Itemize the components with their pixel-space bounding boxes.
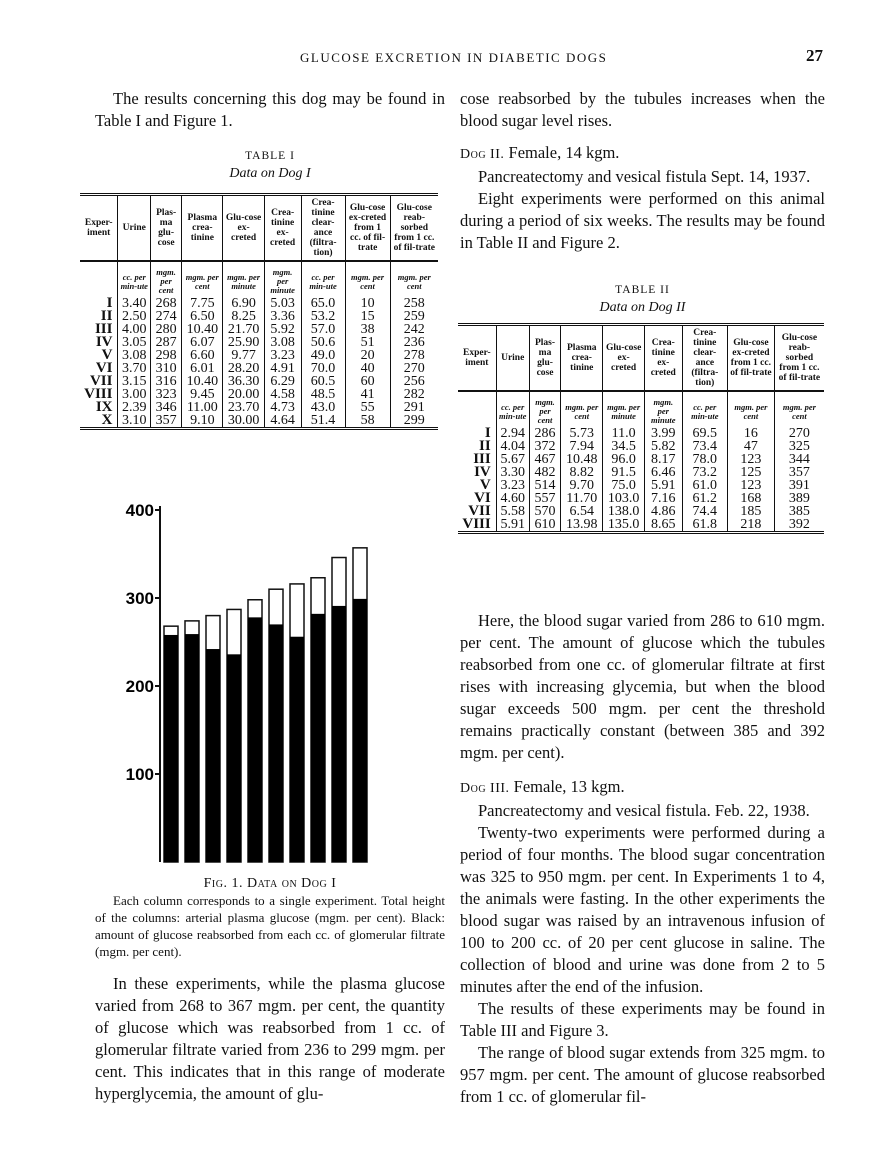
bar-reabsorbed	[311, 614, 325, 862]
column-header: Crea-tinine clear-ance (filtra-tion)	[682, 325, 727, 392]
table-cell: 51	[345, 336, 390, 349]
table-cell: 3.00	[118, 388, 151, 401]
column-header: Glu-cose ex-creted from 1 cc. of fil-trate	[345, 195, 390, 262]
right-p4: Here, the blood sugar varied from 286 to 610 mgm. per cent. The amount of glucose which the tubules reabsorbed from one cc. of glomerular filtrate at first rises with increasing glycemia, but when the blood sugar exceeds 500 mgm. per cent the threshold remains practically constant (between 385 and 392 mgm. per cent).	[460, 611, 825, 762]
table-cell: 3.15	[118, 375, 151, 388]
table-cell: 2.94	[496, 427, 529, 440]
figure1-caption-text: Each column corresponds to a single experiment. Total height of the columns: arterial plasma glucose (mgm. per cent). Black: amount of glucose reabsorbed from each cc. of glomerular filtrate (mgm. per cent).	[95, 893, 445, 959]
table-cell: 280	[151, 323, 182, 336]
table-cell: 125	[728, 466, 775, 479]
bar-reabsorbed	[185, 634, 199, 862]
column-header: Exper-iment	[458, 325, 496, 392]
table-cell: 7.16	[645, 492, 683, 505]
table-cell: 21.70	[223, 323, 264, 336]
table-cell: 218	[728, 518, 775, 533]
table-cell: 73.2	[682, 466, 727, 479]
table-cell: 5.91	[496, 518, 529, 533]
page-number: 27	[806, 46, 823, 65]
table-cell: 7.75	[182, 297, 223, 310]
table-header-row	[458, 325, 824, 392]
dog3-label: Dog III.	[460, 781, 510, 796]
table-cell: 4.91	[264, 362, 301, 375]
unit-cell: cc. per min-ute	[118, 261, 151, 297]
table-cell: 310	[151, 362, 182, 375]
table-cell: 11.0	[603, 427, 645, 440]
table-cell: 69.5	[682, 427, 727, 440]
table-cell: 6.07	[182, 336, 223, 349]
unit-cell: cc. per min-ute	[682, 391, 727, 427]
table-cell: IV	[474, 464, 491, 480]
running-title: GLUCOSE EXCRETION IN DIABETIC DOGS	[300, 50, 608, 65]
table-cell: VI	[474, 490, 491, 506]
bar-reabsorbed	[332, 606, 346, 862]
column-header: Glu-cose ex-creted	[603, 325, 645, 392]
intro-paragraph: The results concerning this dog may be found in Table I and Figure 1.	[95, 89, 445, 130]
table-cell: 10.40	[182, 375, 223, 388]
table2-title: Data on Dog II	[599, 300, 686, 315]
table-cell: 357	[774, 466, 824, 479]
table-cell: 4.00	[118, 323, 151, 336]
table-cell: 6.50	[182, 310, 223, 323]
table-cell: 270	[390, 362, 438, 375]
table1-label: TABLE I	[245, 150, 295, 162]
table-cell: 15	[345, 310, 390, 323]
table-cell: 61.2	[682, 492, 727, 505]
unit-cell: mgm. per cent	[529, 391, 561, 427]
table-cell: 123	[728, 453, 775, 466]
table-cell: IV	[95, 334, 113, 350]
bar-reabsorbed	[227, 654, 241, 862]
table-cell: 13.98	[561, 518, 603, 533]
table-cell: 11.70	[561, 492, 603, 505]
table-cell: X	[101, 412, 113, 428]
table-cell: 103.0	[603, 492, 645, 505]
table-cell: VIII	[462, 516, 491, 532]
table-cell: 259	[390, 310, 438, 323]
unit-cell: mgm. per cent	[182, 261, 223, 297]
table-cell: III	[473, 451, 491, 467]
dog2-label: Dog II.	[460, 147, 505, 162]
table-cell: I	[106, 295, 113, 311]
column-header: Plasma crea-tinine	[561, 325, 603, 392]
unit-cell: mgm. per cent	[390, 261, 438, 297]
table-cell: 258	[390, 297, 438, 310]
y-tick-label: 400	[125, 501, 154, 520]
table-cell: 3.99	[645, 427, 683, 440]
table-cell: 65.0	[301, 297, 345, 310]
table-cell: 41	[345, 388, 390, 401]
table-cell: 9.45	[182, 388, 223, 401]
table-cell: 570	[529, 505, 561, 518]
table-cell: 299	[390, 414, 438, 429]
table-cell: 385	[774, 505, 824, 518]
table-cell: III	[94, 321, 113, 337]
table-cell: 10.40	[182, 323, 223, 336]
table-cell: 48.5	[301, 388, 345, 401]
bar-reabsorbed	[206, 649, 220, 862]
table-cell: 96.0	[603, 453, 645, 466]
table-cell: II	[100, 308, 113, 324]
table-cell: 4.60	[496, 492, 529, 505]
table-cell: 3.36	[264, 310, 301, 323]
bar-reabsorbed	[353, 599, 367, 862]
table-cell: 346	[151, 401, 182, 414]
table-cell: 36.30	[223, 375, 264, 388]
table-cell: 58	[345, 414, 390, 429]
table-cell: 6.46	[645, 466, 683, 479]
right-p3: Eight experiments were performed on this animal during a period of six weeks. The results may be found in Table II and Figure 2.	[460, 189, 825, 252]
table-cell: 75.0	[603, 479, 645, 492]
column-header: Crea-tinine ex-creted	[264, 195, 301, 262]
table-row	[458, 518, 824, 533]
column-header: Plas-ma glu-cose	[529, 325, 561, 392]
table-cell: 123	[728, 479, 775, 492]
table-cell: 30.00	[223, 414, 264, 429]
table-cell: 73.4	[682, 440, 727, 453]
table-cell: 236	[390, 336, 438, 349]
y-tick-label: 300	[125, 589, 154, 608]
table-cell: 8.25	[223, 310, 264, 323]
table-cell: 3.23	[496, 479, 529, 492]
unit-cell	[80, 261, 118, 297]
unit-cell: mgm. per cent	[728, 391, 775, 427]
unit-cell: mgm. per minute	[603, 391, 645, 427]
table-cell: 274	[151, 310, 182, 323]
dog3-desc: Female, 13 kgm.	[509, 777, 625, 796]
column-header: Plasma crea-tinine	[182, 195, 223, 262]
table-cell: 6.60	[182, 349, 223, 362]
table-cell: 6.90	[223, 297, 264, 310]
table-cell: 5.03	[264, 297, 301, 310]
unit-cell	[458, 391, 496, 427]
column-header: Crea-tinine ex-creted	[645, 325, 683, 392]
table-cell: 6.54	[561, 505, 603, 518]
table-cell: 4.64	[264, 414, 301, 429]
bar-reabsorbed	[269, 624, 283, 862]
table-cell: 5.67	[496, 453, 529, 466]
table-cell: 291	[390, 401, 438, 414]
table-cell: 3.05	[118, 336, 151, 349]
y-tick-label: 100	[125, 765, 154, 784]
table-cell: 5.91	[645, 479, 683, 492]
table-cell: 74.4	[682, 505, 727, 518]
table-cell: 268	[151, 297, 182, 310]
table-cell: 5.73	[561, 427, 603, 440]
right-p1: cose reabsorbed by the tubules increases when the blood sugar level rises.	[460, 89, 825, 130]
table-cell: 5.92	[264, 323, 301, 336]
table-cell: I	[484, 425, 491, 441]
right-column	[460, 88, 825, 254]
table-cell: IX	[95, 399, 113, 415]
table-header-row	[80, 195, 438, 262]
table-cell: 344	[774, 453, 824, 466]
column-header: Crea-tinine clear-ance (filtra-tion)	[301, 195, 345, 262]
column-header: Urine	[118, 195, 151, 262]
table-cell: 8.65	[645, 518, 683, 533]
table-row	[80, 414, 438, 429]
table-cell: 4.86	[645, 505, 683, 518]
column-header: Plas-ma glu-cose	[151, 195, 182, 262]
column-header: Glu-cose reab-sorbed from 1 cc. of fil-trate	[390, 195, 438, 262]
table-cell: 256	[390, 375, 438, 388]
table-cell: 60.5	[301, 375, 345, 388]
table-cell: 325	[774, 440, 824, 453]
table-cell: 20.00	[223, 388, 264, 401]
table-cell: 78.0	[682, 453, 727, 466]
table-cell: II	[479, 438, 491, 454]
table-cell: 135.0	[603, 518, 645, 533]
table-cell: 8.17	[645, 453, 683, 466]
table-cell: V	[479, 477, 491, 493]
table-cell: 11.00	[182, 401, 223, 414]
table-cell: 4.73	[264, 401, 301, 414]
table-cell: 51.4	[301, 414, 345, 429]
table-cell: 278	[390, 349, 438, 362]
table-cell: 298	[151, 349, 182, 362]
table-cell: 50.6	[301, 336, 345, 349]
table-cell: 49.0	[301, 349, 345, 362]
table-cell: 47	[728, 440, 775, 453]
dog2-desc: Female, 14 kgm.	[504, 143, 620, 162]
bar-reabsorbed	[290, 637, 304, 862]
table-cell: 25.90	[223, 336, 264, 349]
table-cell: VIII	[84, 386, 113, 402]
unit-cell: mgm. per cent	[774, 391, 824, 427]
table2-label: TABLE II	[615, 284, 670, 296]
table-cell: 389	[774, 492, 824, 505]
table-cell: 61.8	[682, 518, 727, 533]
table-cell: 4.04	[496, 440, 529, 453]
table-cell: 6.29	[264, 375, 301, 388]
table-cell: 316	[151, 375, 182, 388]
unit-cell: mgm. per cent	[345, 261, 390, 297]
table-cell: 9.70	[561, 479, 603, 492]
bar-reabsorbed	[248, 617, 262, 862]
table-cell: 557	[529, 492, 561, 505]
table-cell: 7.94	[561, 440, 603, 453]
table-cell: 3.10	[118, 414, 151, 429]
table-cell: 10	[345, 297, 390, 310]
unit-cell: cc. per min-ute	[496, 391, 529, 427]
table-cell: 8.82	[561, 466, 603, 479]
table-cell: 286	[529, 427, 561, 440]
y-tick-label: 200	[125, 677, 154, 696]
table-cell: 9.77	[223, 349, 264, 362]
table-cell: 467	[529, 453, 561, 466]
right-p6: Twenty-two experiments were performed during a period of four months. The blood sugar concentration was 325 to 950 mgm. per cent. In Experiments 1 to 4, the animals were fasting. In the other experiments the blood sugar was raised by an intravenous infusion of 100 to 200 cc. of 20 per cent glucose in saline. The collection of blood and urine was done from 2 to 5 minutes after the end of the infusion.	[460, 823, 825, 996]
table-cell: 38	[345, 323, 390, 336]
unit-cell: mgm. per minute	[264, 261, 301, 297]
unit-cell: mgm. per cent	[561, 391, 603, 427]
table-cell: 4.58	[264, 388, 301, 401]
table-cell: 185	[728, 505, 775, 518]
table-cell: 2.39	[118, 401, 151, 414]
column-header: Glu-cose ex-creted	[223, 195, 264, 262]
table-cell: 391	[774, 479, 824, 492]
table-cell: 5.82	[645, 440, 683, 453]
table-cell: 138.0	[603, 505, 645, 518]
table1	[80, 193, 438, 430]
right-p5: Pancreatectomy and vesical fistula. Feb. 22, 1938.	[478, 801, 810, 820]
table-cell: 514	[529, 479, 561, 492]
table-cell: 357	[151, 414, 182, 429]
table-cell: 610	[529, 518, 561, 533]
table-cell: 57.0	[301, 323, 345, 336]
table-cell: 20	[345, 349, 390, 362]
table-cell: 60	[345, 375, 390, 388]
table-cell: 3.23	[264, 349, 301, 362]
table-cell: 323	[151, 388, 182, 401]
table-cell: 168	[728, 492, 775, 505]
figure1-caption	[95, 875, 445, 960]
table2	[458, 323, 824, 534]
unit-cell: cc. per min-ute	[301, 261, 345, 297]
table-cell: 2.50	[118, 310, 151, 323]
right-p7: The results of these experiments may be found in Table III and Figure 3.	[460, 999, 825, 1040]
table-cell: 10.48	[561, 453, 603, 466]
table-cell: 3.08	[118, 349, 151, 362]
units-row	[80, 261, 438, 297]
table-cell: 392	[774, 518, 824, 533]
column-header: Exper-iment	[80, 195, 118, 262]
table-cell: 242	[390, 323, 438, 336]
table-cell: 16	[728, 427, 775, 440]
unit-cell: mgm. per cent	[151, 261, 182, 297]
table-cell: 3.70	[118, 362, 151, 375]
table-cell: 53.2	[301, 310, 345, 323]
left-paragraph: In these experiments, while the plasma glucose varied from 268 to 367 mgm. per cent, the quantity of glucose which was reabsorbed from 1 cc. of glomerular filtrate varied from 236 to 299 mgm. per cent. This indicates that in this range of moderate hyperglycemia, the amount of glu-	[95, 974, 445, 1103]
right-p8: The range of blood sugar extends from 325 mgm. to 957 mgm. per cent. The amount of glucose reabsorbed from 1 cc. of glomerular fil-	[460, 1043, 825, 1106]
table-cell: 482	[529, 466, 561, 479]
unit-cell: mgm. per minute	[223, 261, 264, 297]
table-cell: 3.40	[118, 297, 151, 310]
column-header: Urine	[496, 325, 529, 392]
column-header: Glu-cose ex-creted from 1 cc. of fil-trate	[728, 325, 775, 392]
table-cell: 6.01	[182, 362, 223, 375]
table-cell: 43.0	[301, 401, 345, 414]
table-cell: VII	[468, 503, 491, 519]
table-cell: 270	[774, 427, 824, 440]
table-cell: 23.70	[223, 401, 264, 414]
table-cell: 61.0	[682, 479, 727, 492]
right-p2: Pancreatectomy and vesical fistula Sept. 14, 1937.	[478, 167, 811, 186]
bar-reabsorbed	[164, 635, 178, 862]
table-cell: 5.58	[496, 505, 529, 518]
column-header: Glu-cose reab-sorbed from 1 cc. of fil-trate	[774, 325, 824, 392]
left-column	[95, 88, 445, 132]
table-cell: 28.20	[223, 362, 264, 375]
table-cell: 70.0	[301, 362, 345, 375]
table-cell: VI	[95, 360, 113, 376]
table-cell: 282	[390, 388, 438, 401]
figure1-chart	[100, 495, 400, 875]
figure1-caption-title: Fig. 1. Data on Dog I	[203, 876, 337, 891]
unit-cell: mgm. per minute	[645, 391, 683, 427]
table-cell: 3.30	[496, 466, 529, 479]
table-cell: 3.08	[264, 336, 301, 349]
table-cell: 55	[345, 401, 390, 414]
table-cell: 372	[529, 440, 561, 453]
table-cell: VII	[89, 373, 113, 389]
table-cell: 9.10	[182, 414, 223, 429]
table-cell: 40	[345, 362, 390, 375]
table-cell: V	[101, 347, 113, 363]
table-cell: 91.5	[603, 466, 645, 479]
table1-title: Data on Dog I	[229, 166, 311, 181]
units-row	[458, 391, 824, 427]
table-cell: 287	[151, 336, 182, 349]
table-cell: 34.5	[603, 440, 645, 453]
